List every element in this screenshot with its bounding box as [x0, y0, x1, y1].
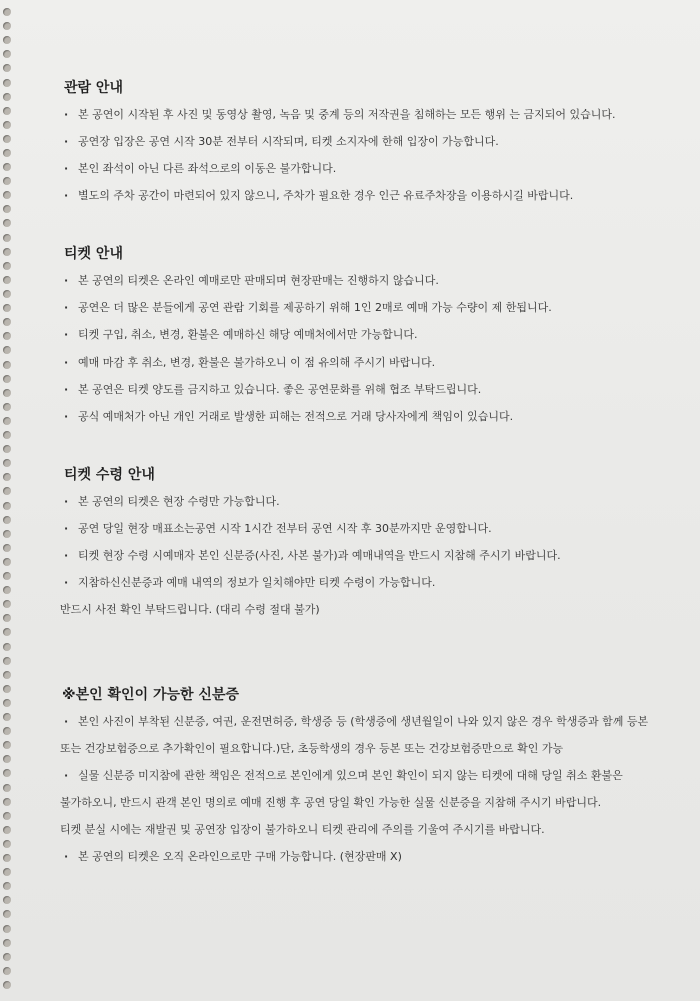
list-item: · 실물 신분증 미지참에 관한 책임은 전적으로 본인에게 있으며 본인 확인이 되지 않는 티켓에 대해 당일 취소 환불은 [64, 769, 623, 782]
bullet-dot: · [64, 108, 69, 121]
binder-hole [3, 854, 11, 862]
binder-hole [3, 784, 11, 792]
bullet-dot: · [64, 356, 69, 369]
binder-hole [3, 896, 11, 904]
binder-hole [3, 925, 11, 933]
binder-hole [3, 953, 11, 961]
binder-hole [3, 572, 11, 580]
binder-hole [3, 671, 11, 679]
binder-hole [3, 812, 11, 820]
bullet-dot: · [64, 301, 69, 314]
binder-hole [3, 234, 11, 242]
list-item: · 별도의 주차 공간이 마련되어 있지 않으니, 주차가 필요한 경우 인근 유료주차장을 이용하시길 바랍니다. [64, 189, 574, 202]
binder-hole [3, 121, 11, 129]
binder-hole [3, 826, 11, 834]
list-item: · 티켓 구입, 취소, 변경, 환불은 예매하신 해당 예매처에서만 가능합니다. [64, 328, 418, 341]
binder-hole [3, 981, 11, 989]
binder-hole [3, 868, 11, 876]
bullet-dot: · [64, 495, 69, 508]
list-item: · 공식 예매처가 아닌 개인 거래로 발생한 피해는 전적으로 거래 당사자에게 책임이 있습니다. [64, 410, 514, 423]
binder-hole [3, 657, 11, 665]
binder-hole [3, 487, 11, 495]
binder-hole [3, 8, 11, 16]
binder-hole [3, 346, 11, 354]
bullet-dot: · [64, 162, 69, 175]
binder-hole [3, 191, 11, 199]
binder-hole [3, 910, 11, 918]
bullet-dot: · [64, 522, 69, 535]
section-title-ticket: 티켓 안내 [64, 246, 123, 262]
binder-hole [3, 713, 11, 721]
bullet-dot: · [64, 383, 69, 396]
binder-hole [3, 600, 11, 608]
binder-hole [3, 699, 11, 707]
binder-hole [3, 332, 11, 340]
binder-hole [3, 135, 11, 143]
binder-hole [3, 403, 11, 411]
binder-hole [3, 544, 11, 552]
binder-hole [3, 149, 11, 157]
section-title-ticket-pickup: 티켓 수령 안내 [64, 467, 155, 483]
list-item: · 본인 좌석이 아닌 다른 좌석으로의 이동은 불가합니다. [64, 162, 337, 175]
binder-hole [3, 586, 11, 594]
binder-hole [3, 248, 11, 256]
list-item: · 예매 마감 후 취소, 변경, 환불은 불가하오니 이 점 유의해 주시기 바랍니다. [64, 356, 436, 369]
binder-hole [3, 304, 11, 312]
list-item: · 티켓 현장 수령 시예매자 본인 신분증(사진, 사본 불가)과 예매내역을 반드시 지참해 주시기 바랍니다. [64, 549, 561, 562]
binder-hole [3, 276, 11, 284]
note-line: 반드시 사전 확인 부탁드립니다. (대리 수령 절대 불가) [60, 603, 320, 616]
binder-hole [3, 473, 11, 481]
binder-hole [3, 22, 11, 30]
binder-hole [3, 502, 11, 510]
binder-hole [3, 375, 11, 383]
binder-hole [3, 50, 11, 58]
binder-hole [3, 290, 11, 298]
binder-hole [3, 558, 11, 566]
binder-hole [3, 64, 11, 72]
binder-hole [3, 628, 11, 636]
list-item: · 공연 당일 현장 매표소는공연 시작 1시간 전부터 공연 시작 후 30분까지만 운영합니다. [64, 522, 492, 535]
binder-hole [3, 769, 11, 777]
binder-hole [3, 36, 11, 44]
section-title-viewing: 관람 안내 [64, 80, 123, 96]
list-item: · 지참하신신분증과 예매 내역의 정보가 일치해야만 티켓 수령이 가능합니다. [64, 576, 436, 589]
bullet-dot: · [64, 850, 69, 863]
binder-hole [3, 389, 11, 397]
bullet-dot: · [64, 274, 69, 287]
binder-hole [3, 685, 11, 693]
binder-hole [3, 755, 11, 763]
binder-hole [3, 798, 11, 806]
section-title-id-requirements: ※본인 확인이 가능한 신분증 [62, 687, 239, 703]
binder-hole [3, 939, 11, 947]
binder-hole [3, 205, 11, 213]
list-item-continuation: 또는 건강보험증으로 추가확인이 필요합니다.)단, 초등학생의 경우 등본 또는 건강보험증만으로 확인 가능 [60, 742, 564, 755]
binder-hole [3, 643, 11, 651]
binder-hole [3, 417, 11, 425]
list-item: · 본 공연이 시작된 후 사진 및 동영상 촬영, 녹음 및 중계 등의 저작권을 침해하는 모든 행위 는 금지되어 있습니다. [64, 108, 616, 121]
binder-hole [3, 459, 11, 467]
list-item: · 본 공연은 티켓 양도를 금지하고 있습니다. 좋은 공연문화를 위해 협조 부탁드립니다. [64, 383, 482, 396]
bullet-dot: · [64, 769, 69, 782]
bullet-dot: · [64, 410, 69, 423]
binder-hole [3, 219, 11, 227]
binder-holes [0, 0, 18, 1001]
binder-hole [3, 177, 11, 185]
binder-hole [3, 163, 11, 171]
binder-hole [3, 361, 11, 369]
binder-hole [3, 727, 11, 735]
note-line: 티켓 분실 시에는 재발권 및 공연장 입장이 불가하오니 티켓 관리에 주의를 기울여 주시기를 바랍니다. [60, 823, 545, 836]
binder-hole [3, 516, 11, 524]
binder-hole [3, 741, 11, 749]
list-item-continuation: 불가하오니, 반드시 관객 본인 명의로 예매 진행 후 공연 당일 확인 가능한 실물 신분증을 지참해 주시기 바랍니다. [60, 796, 602, 809]
bullet-dot: · [64, 715, 69, 728]
list-item: · 본인 사진이 부착된 신분증, 여권, 운전면허증, 학생증 등 (학생증에 생년월일이 나와 있지 않은 경우 학생증과 함께 등본 [64, 715, 649, 728]
binder-hole [3, 840, 11, 848]
binder-hole [3, 431, 11, 439]
bullet-dot: · [64, 576, 69, 589]
bullet-dot: · [64, 189, 69, 202]
list-item: · 본 공연의 티켓은 오직 온라인으로만 구매 가능합니다. (현장판매 X) [64, 850, 402, 863]
binder-hole [3, 107, 11, 115]
binder-hole [3, 318, 11, 326]
list-item: · 공연은 더 많은 분들에게 공연 관람 기회를 제공하기 위해 1인 2매로 예매 가능 수량이 제 한됩니다. [64, 301, 552, 314]
binder-hole [3, 79, 11, 87]
binder-hole [3, 445, 11, 453]
list-item: · 본 공연의 티켓은 현장 수령만 가능합니다. [64, 495, 280, 508]
binder-hole [3, 93, 11, 101]
bullet-dot: · [64, 135, 69, 148]
binder-hole [3, 882, 11, 890]
list-item: · 공연장 입장은 공연 시작 30분 전부터 시작되며, 티켓 소지자에 한해 입장이 가능합니다. [64, 135, 499, 148]
binder-hole [3, 967, 11, 975]
binder-hole [3, 614, 11, 622]
bullet-dot: · [64, 328, 69, 341]
binder-hole [3, 262, 11, 270]
list-item: · 본 공연의 티켓은 온라인 예매로만 판매되며 현장판매는 진행하지 않습니다. [64, 274, 439, 287]
bullet-dot: · [64, 549, 69, 562]
binder-hole [3, 530, 11, 538]
